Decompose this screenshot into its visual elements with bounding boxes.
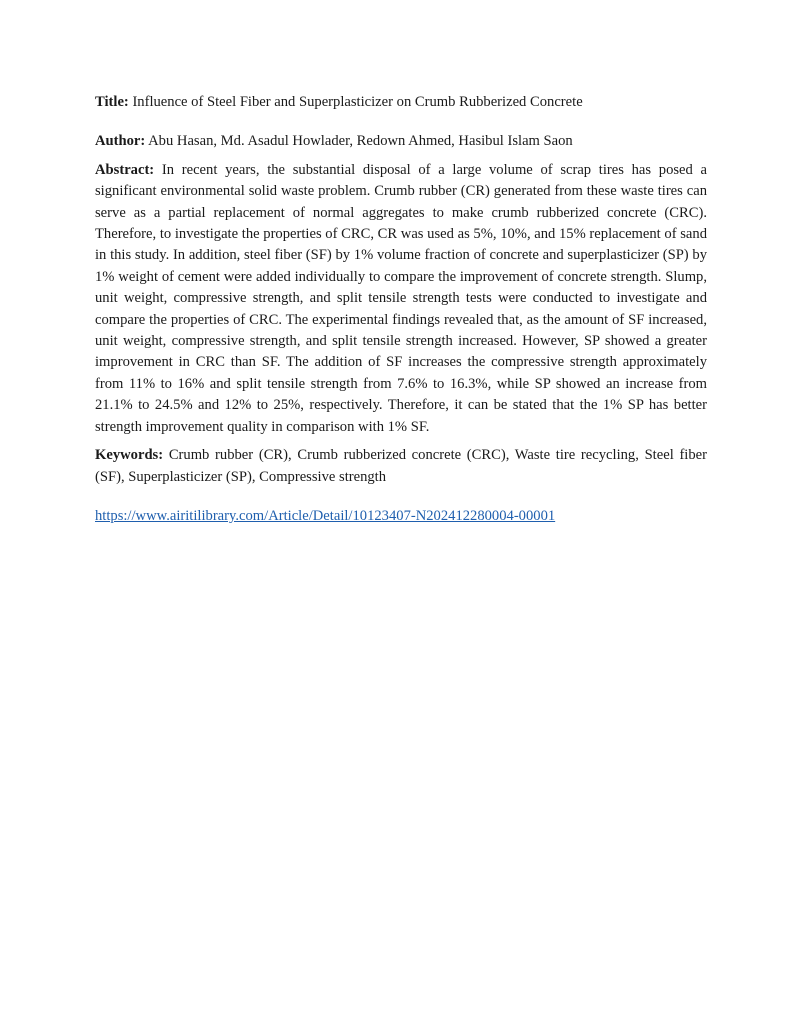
document-page bbox=[95, 92, 707, 527]
author-line bbox=[95, 131, 707, 152]
keywords-label: Keywords: bbox=[95, 447, 164, 464]
keywords-text: Crumb rubber (CR), Crumb rubberized concrete (CRC), Waste tire recycling, Steel fiber (SF), Superplasticizer (SP), Compressive strength bbox=[95, 447, 707, 485]
abstract-paragraph bbox=[95, 160, 707, 438]
paper-title: Influence of Steel Fiber and Superplasticizer on Crumb Rubberized Concrete bbox=[132, 94, 583, 110]
keywords-paragraph bbox=[95, 445, 707, 488]
abstract-label: Abstract: bbox=[95, 161, 155, 178]
title-line bbox=[95, 92, 707, 113]
author-label: Author: bbox=[95, 133, 146, 150]
abstract-text: In recent years, the substantial disposal of a large volume of scrap tires has posed a significant environmental solid waste problem. Crumb rubber (CR) generated from these waste tires can serve as a partial replacement of normal aggregates to make crumb rubberized concrete (CRC). Therefore, to investigate the properties of CRC, CR was used as 5%, 10%, and 15% replacement of sand in this study. In addition, steel fiber (SF) by 1% volume fraction of concrete and superplasticizer (SP) by 1% weight of cement were added individually to compare the improvement of concrete strength. Slump, unit weight, compressive strength, and split tensile strength tests were conducted to investigate and compare the properties of CRC. The experimental findings revealed that, as the amount of SF increased, unit weight, compressive strength, and split tensile strength increased. However, SP showed a greater improvement in CRC than SF. The addition of SF increases the compressive strength approximately from 11% to 16% and split tensile strength from 7.6% to 16.3%, while SP showed an increase from 21.1% to 24.5% and 12% to 25%, respectively. Therefore, it can be stated that the 1% SP has better strength improvement quality in comparison with 1% SF. bbox=[95, 161, 707, 435]
title-label: Title: bbox=[95, 94, 129, 110]
article-link[interactable]: https://www.airitilibrary.com/Article/Detail/10123407-N202412280004-00001 bbox=[95, 507, 556, 524]
author-names: Abu Hasan, Md. Asadul Howlader, Redown Ahmed, Hasibul Islam Saon bbox=[148, 133, 573, 150]
